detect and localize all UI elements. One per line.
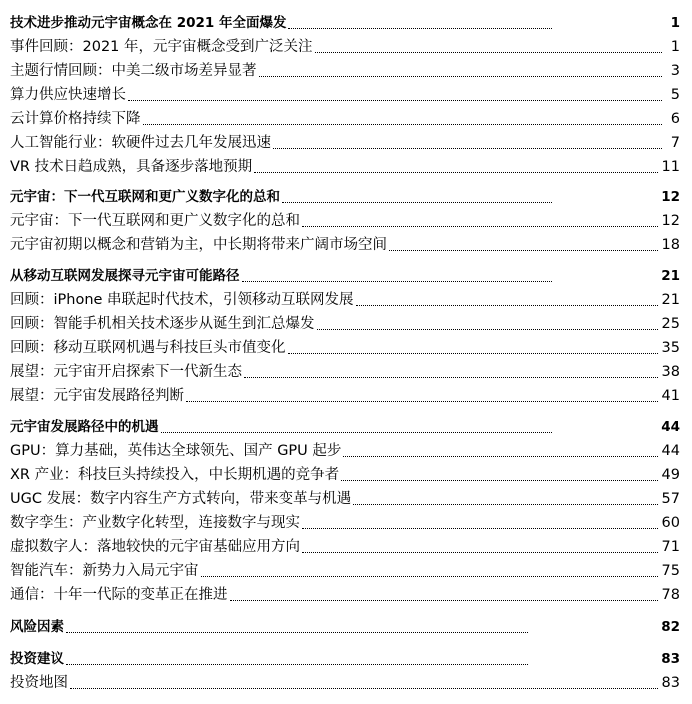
toc-entry-title: 风险因素 <box>10 619 64 635</box>
toc-page-number: 11 <box>661 159 680 175</box>
toc-entry-row[interactable] <box>10 230 680 254</box>
toc-entry-row[interactable] <box>10 80 680 104</box>
toc-entry-title: 元宇宙：下一代互联网和更广义数字化的总和 <box>10 213 300 229</box>
toc-dot-leader <box>389 250 658 251</box>
toc-entry-title: 回顾：智能手机相关技术逐步从诞生到汇总爆发 <box>10 316 315 332</box>
toc-dot-leader <box>66 632 528 633</box>
toc-entry-row[interactable] <box>10 381 680 405</box>
toc-section-row[interactable] <box>10 644 680 668</box>
toc-entry-title: 主题行情回顾：中美二级市场差异显著 <box>10 63 257 79</box>
toc-dot-leader <box>315 52 662 53</box>
toc-page-number: 6 <box>670 111 680 127</box>
toc-dot-leader <box>242 281 552 282</box>
toc-dot-leader <box>143 124 663 125</box>
toc-entry-title: UGC 发展：数字内容生产方式转向，带来变革与机遇 <box>10 491 352 507</box>
toc-dot-leader <box>201 576 658 577</box>
toc-entry-title: 技术进步推动元宇宙概念在 2021 年全面爆发 <box>10 15 287 31</box>
toc-entry-row[interactable] <box>10 532 680 556</box>
toc-page-number: 25 <box>661 316 680 332</box>
toc-dot-leader <box>343 456 657 457</box>
toc-entry-title: 人工智能行业：软硬件过去几年发展迅速 <box>10 135 271 151</box>
toc-dot-leader <box>302 552 658 553</box>
toc-dot-leader <box>302 226 658 227</box>
toc-page-number: 41 <box>661 388 680 404</box>
toc-entry-title: 元宇宙发展路径中的机遇 <box>10 419 159 435</box>
toc-entry-row[interactable] <box>10 152 680 176</box>
toc-entry-row[interactable] <box>10 104 680 128</box>
toc-dot-leader <box>244 377 658 378</box>
toc-entry-title: 元宇宙初期以概念和营销为主，中长期将带来广阔市场空间 <box>10 237 387 253</box>
toc-entry-row[interactable] <box>10 436 680 460</box>
toc-entry-row[interactable] <box>10 128 680 152</box>
toc-page-number: 38 <box>661 364 680 380</box>
toc-entry-title: 虚拟数字人：落地较快的元宇宙基础应用方向 <box>10 539 300 555</box>
toc-entry-row[interactable] <box>10 580 680 604</box>
toc-entry-title: 智能汽车：新势力入局元宇宙 <box>10 563 199 579</box>
toc-dot-leader <box>230 600 658 601</box>
toc-entry-title: 回顾：移动互联网机遇与科技巨头市值变化 <box>10 340 286 356</box>
toc-section-row[interactable] <box>10 261 680 285</box>
toc-page-number: 21 <box>661 268 680 284</box>
toc-page-number: 44 <box>661 419 680 435</box>
toc-entry-row[interactable] <box>10 56 680 80</box>
toc-page-number: 1 <box>670 15 680 31</box>
toc-dot-leader <box>282 202 552 203</box>
toc-page-number: 12 <box>661 213 680 229</box>
toc-dot-leader <box>254 172 657 173</box>
toc-entry-row[interactable] <box>10 309 680 333</box>
toc-page-number: 44 <box>661 443 680 459</box>
toc-dot-leader <box>288 28 552 29</box>
toc-entry-title: GPU：算力基础，英伟达全球领先、国产 GPU 起步 <box>10 443 342 459</box>
toc-entry-title: 数字孪生：产业数字化转型，连接数字与现实 <box>10 515 300 531</box>
toc-dot-leader <box>259 76 663 77</box>
toc-dot-leader <box>66 664 528 665</box>
toc-entry-row[interactable] <box>10 668 680 692</box>
toc-entry-row[interactable] <box>10 460 680 484</box>
toc-entry-title: 回顾：iPhone 串联起时代技术，引领移动互联网发展 <box>10 292 354 308</box>
toc-dot-leader <box>288 353 658 354</box>
toc-page-number: 21 <box>661 292 680 308</box>
toc-entry-row[interactable] <box>10 285 680 309</box>
toc-entry-row[interactable] <box>10 32 680 56</box>
toc-page-number: 75 <box>661 563 680 579</box>
toc-dot-leader <box>302 528 658 529</box>
toc-page-number: 83 <box>661 675 680 691</box>
toc-dot-leader <box>356 305 658 306</box>
toc-entry-title: 事件回顾：2021 年，元宇宙概念受到广泛关注 <box>10 39 313 55</box>
toc-page-number: 71 <box>661 539 680 555</box>
toc-entry-row[interactable] <box>10 206 680 230</box>
toc-entry-title: XR 产业：科技巨头持续投入，中长期机遇的竞争者 <box>10 467 340 483</box>
toc-dot-leader <box>353 504 657 505</box>
toc-entry-row[interactable] <box>10 333 680 357</box>
toc-section-row[interactable] <box>10 8 680 32</box>
toc-entry-title: 展望：元宇宙开启探索下一代新生态 <box>10 364 242 380</box>
toc-dot-leader <box>186 401 658 402</box>
toc-page-number: 12 <box>661 189 680 205</box>
toc-dot-leader <box>128 100 662 101</box>
toc-dot-leader <box>317 329 658 330</box>
toc-entry-title: 投资建议 <box>10 651 64 667</box>
toc-page-number: 35 <box>661 340 680 356</box>
toc-page-number: 1 <box>670 39 680 55</box>
toc-section-row[interactable] <box>10 412 680 436</box>
toc-page-number: 7 <box>670 135 680 151</box>
toc-section-row[interactable] <box>10 612 680 636</box>
toc-entry-title: 从移动互联网发展探寻元宇宙可能路径 <box>10 268 240 284</box>
toc-entry-title: 算力供应快速增长 <box>10 87 126 103</box>
toc-page-number: 60 <box>661 515 680 531</box>
toc-entry-row[interactable] <box>10 556 680 580</box>
toc-page-number: 57 <box>661 491 680 507</box>
toc-section-row[interactable] <box>10 182 680 206</box>
toc-page-number: 82 <box>661 619 680 635</box>
toc-entry-row[interactable] <box>10 357 680 381</box>
toc-entry-title: 云计算价格持续下降 <box>10 111 141 127</box>
toc-entry-row[interactable] <box>10 508 680 532</box>
toc-page-number: 3 <box>670 63 680 79</box>
toc-dot-leader <box>70 688 658 689</box>
toc-entry-title: VR 技术日趋成熟，具备逐步落地预期 <box>10 159 253 175</box>
toc-dot-leader <box>273 148 662 149</box>
toc-entry-title: 展望：元宇宙发展路径判断 <box>10 388 184 404</box>
toc-entry-row[interactable] <box>10 484 680 508</box>
toc-page-number: 5 <box>670 87 680 103</box>
toc-entry-title: 元宇宙：下一代互联网和更广义数字化的总和 <box>10 189 280 205</box>
toc-page-number: 49 <box>661 467 680 483</box>
toc-dot-leader <box>341 480 657 481</box>
toc-entry-title: 投资地图 <box>10 675 68 691</box>
toc-page-number: 78 <box>661 587 680 603</box>
toc-entry-title: 通信：十年一代际的变革正在推进 <box>10 587 228 603</box>
toc-dot-leader <box>161 432 552 433</box>
toc-page-number: 83 <box>661 651 680 667</box>
toc-page-number: 18 <box>661 237 680 253</box>
